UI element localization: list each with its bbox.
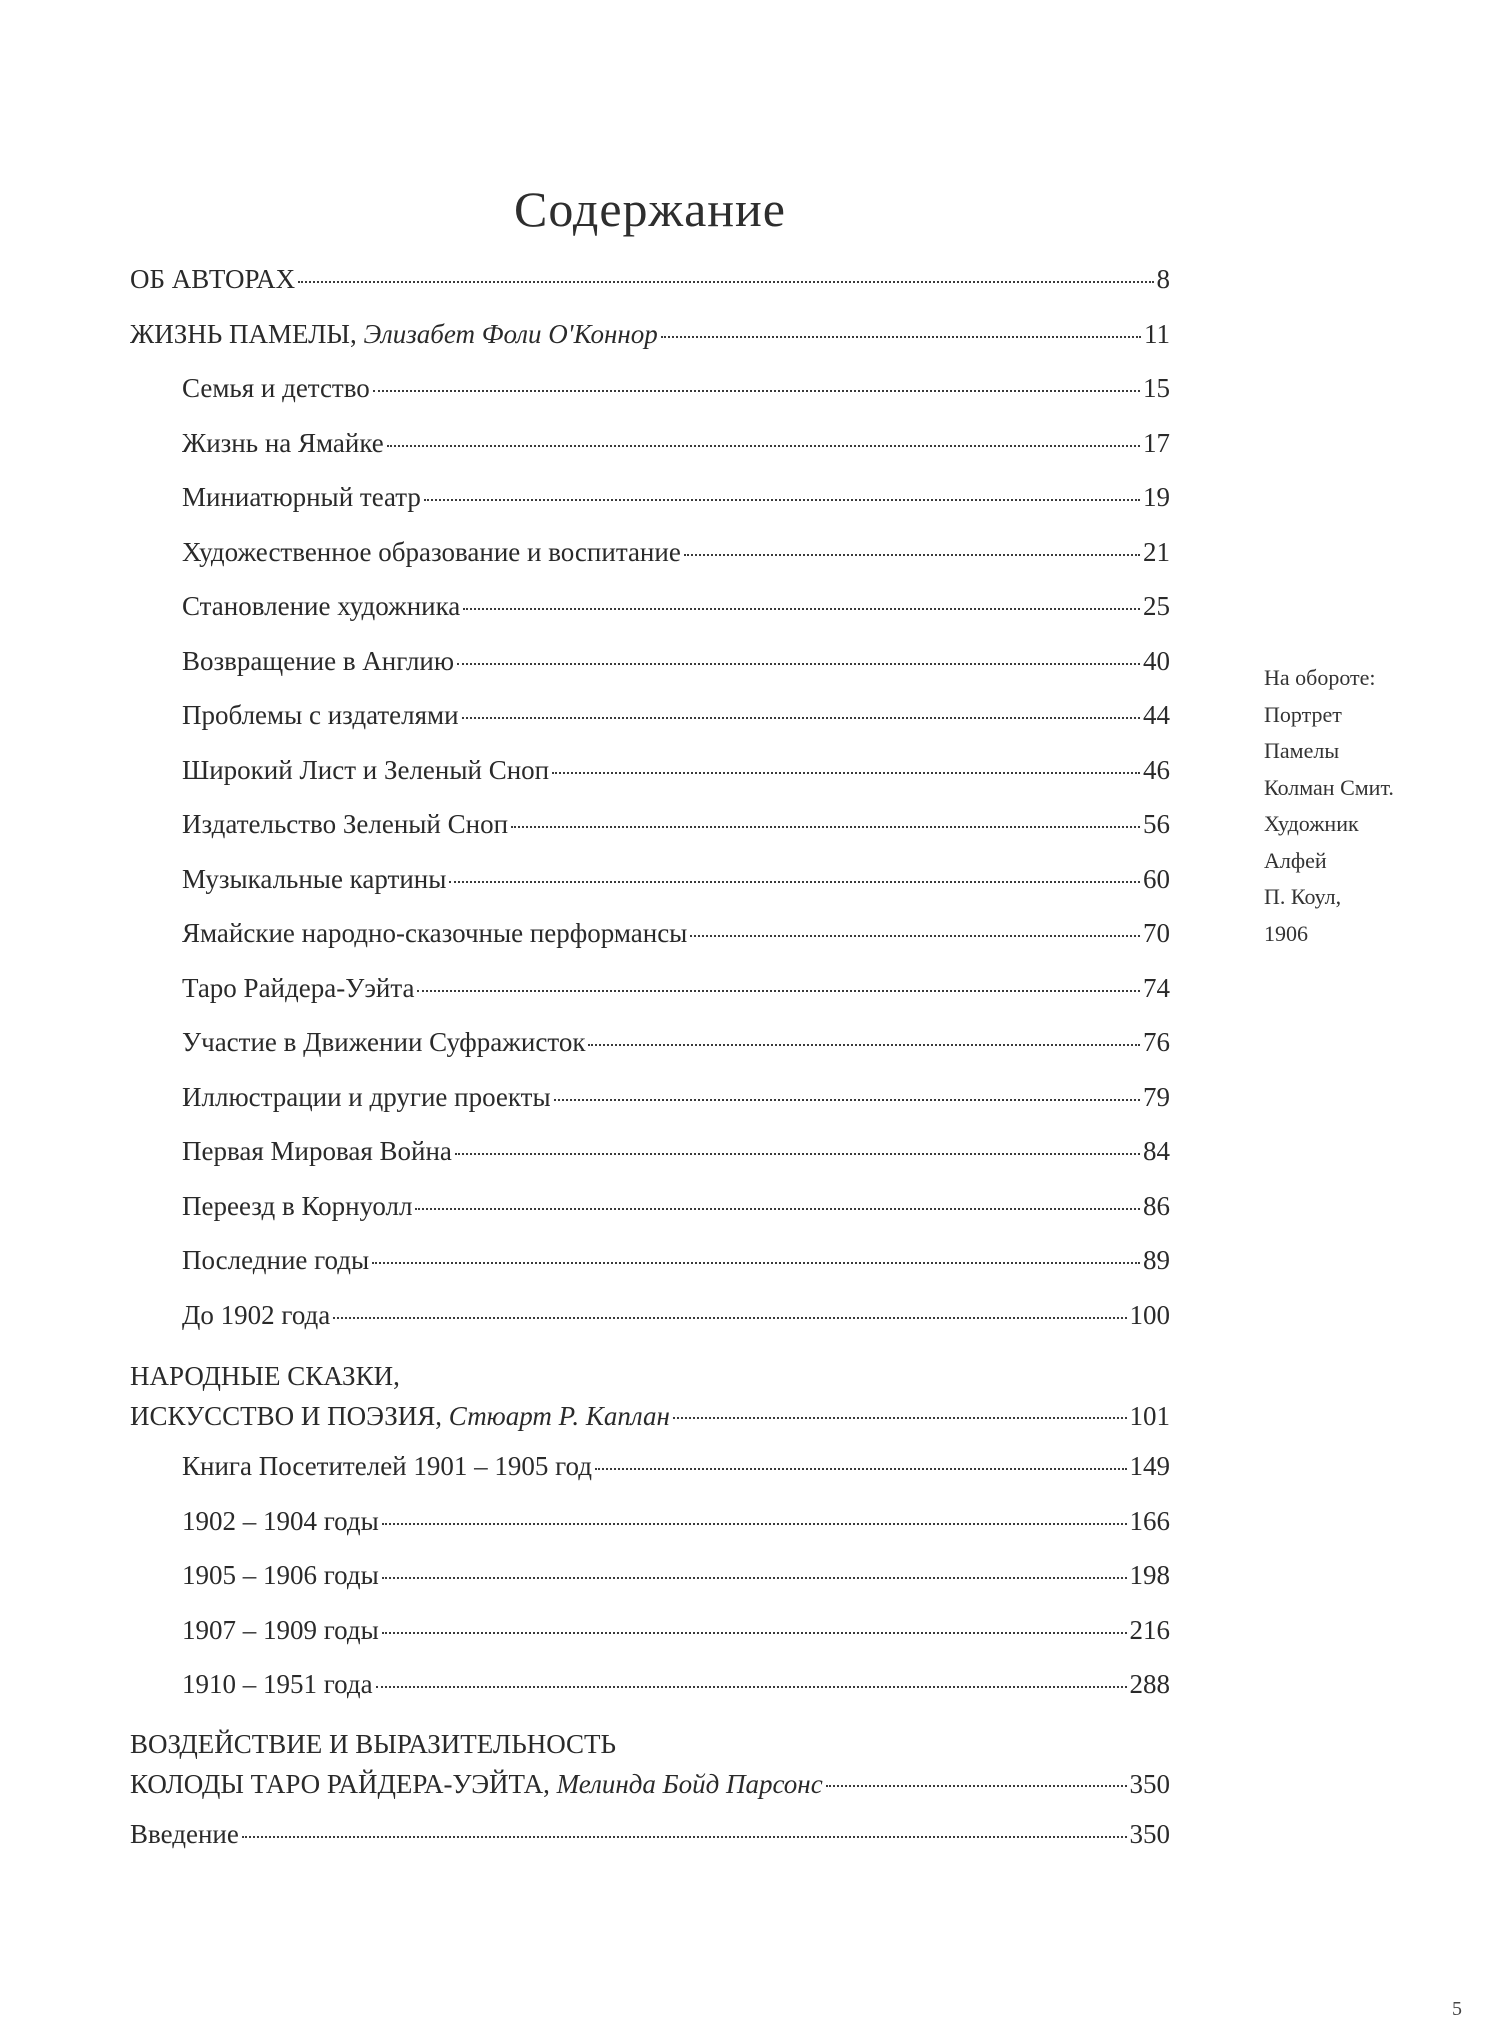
toc-subentry[interactable] (130, 1027, 1170, 1082)
toc-leader-dots (372, 1262, 1140, 1264)
toc-entry-label: Широкий Лист и Зеленый Сноп (182, 754, 550, 785)
caption-line: 1906 (1264, 920, 1308, 946)
toc-entry-label: Переезд в Корнуолл (182, 1190, 413, 1221)
toc-entry[interactable] (130, 1819, 1170, 1874)
toc-subentry[interactable] (130, 1560, 1170, 1615)
toc-subentry[interactable] (130, 973, 1170, 1028)
toc-leader-dots (424, 499, 1140, 501)
toc-leader-dots (462, 717, 1140, 719)
toc-entry-label: Первая Мировая Война (182, 1136, 452, 1166)
caption-line: Портрет (1264, 701, 1342, 727)
toc-leader-dots (511, 826, 1140, 828)
toc-subentry[interactable] (130, 1082, 1170, 1137)
toc-subentry[interactable] (130, 755, 1170, 810)
toc-leader-dots (690, 935, 1140, 937)
toc-page-number: 44 (1143, 700, 1170, 730)
toc-page-number: 25 (1143, 591, 1170, 621)
toc-section-entry[interactable] (130, 1724, 1170, 1819)
toc-subentry[interactable] (130, 918, 1170, 973)
toc-subentry[interactable] (130, 809, 1170, 864)
caption-line: Колман Смит. (1264, 774, 1394, 800)
toc-subentry[interactable] (130, 1669, 1170, 1724)
toc-leader-dots (242, 1836, 1127, 1838)
toc-leader-dots (415, 1208, 1140, 1210)
toc-subentry[interactable] (130, 591, 1170, 646)
toc-section-label-line1: ВОЗДЕЙСТВИЕ И ВЫРАЗИТЕЛЬНОСТЬ (130, 1728, 617, 1759)
page-title: Содержание (514, 181, 786, 237)
toc-section-label-line2: ИСКУССТВО И ПОЭЗИЯ, Стюарт Р. Каплан 101 (130, 1396, 1170, 1436)
toc-page-number: 149 (1129, 1451, 1170, 1481)
toc-subentry[interactable] (130, 1506, 1170, 1561)
toc-page-number: 21 (1143, 536, 1170, 567)
toc-entry-label: Семья и детство (182, 373, 370, 403)
toc-page-number: 17 (1143, 427, 1170, 458)
toc-leader-dots (595, 1468, 1127, 1470)
toc-leader-dots (554, 1099, 1140, 1101)
toc-leader-dots (333, 1317, 1126, 1319)
toc-page-number: 40 (1143, 645, 1170, 676)
toc-leader-dots (382, 1632, 1127, 1634)
toc-leader-dots (387, 445, 1140, 447)
toc-entry-label: Издательство Зеленый Сноп (182, 809, 509, 839)
toc-entry-label: Миниатюрный театр (182, 482, 421, 512)
toc-subentry[interactable] (130, 373, 1170, 428)
toc-page-number: 216 (1129, 1614, 1170, 1645)
toc-page-number: 76 (1143, 1027, 1170, 1057)
toc-leader-dots (298, 281, 1153, 283)
toc-page-number: 84 (1143, 1136, 1170, 1166)
toc-entry-label: 1910 – 1951 года (182, 1669, 373, 1699)
caption-line: Алфей (1264, 847, 1327, 873)
toc-leader-dots (376, 1686, 1127, 1688)
toc-subentry[interactable] (130, 482, 1170, 537)
toc-section-entry[interactable] (130, 1356, 1170, 1451)
toc-leader-dots (417, 990, 1140, 992)
toc-page-number: 89 (1143, 1245, 1170, 1275)
toc-subentry[interactable] (130, 1451, 1170, 1506)
toc-page-number: 198 (1129, 1560, 1170, 1590)
toc-leader-dots (373, 390, 1140, 392)
toc-entry-label: Музыкальные картины (182, 863, 447, 894)
toc-page-number: 350 (1129, 1768, 1170, 1799)
toc-entry-label: Проблемы с издателями (182, 700, 459, 730)
caption-line: На обороте: (1264, 665, 1376, 690)
caption-line: Художник (1264, 811, 1359, 836)
toc-page-number: 11 (1144, 318, 1170, 349)
toc-entry-label: ОБ АВТОРАХ (130, 264, 296, 294)
toc-page-number: 46 (1143, 754, 1170, 785)
page-number: 5 (1452, 1998, 1462, 2020)
toc-subentry[interactable] (130, 1300, 1170, 1355)
toc-page-number: 79 (1143, 1081, 1170, 1112)
toc-subentry[interactable] (130, 1191, 1170, 1246)
toc-leader-dots (684, 554, 1140, 556)
toc-entry-label: Ямайские народно-сказочные перформансы (182, 918, 688, 948)
toc-page-number: 101 (1129, 1401, 1170, 1431)
toc-entry-label: До 1902 года (182, 1299, 331, 1330)
toc-leader-dots (455, 1153, 1140, 1155)
toc-section-label-line1: НАРОДНЫЕ СКАЗКИ, (130, 1361, 400, 1391)
toc-leader-dots (382, 1523, 1127, 1525)
toc-entry-label: Художественное образование и воспитание (182, 536, 681, 567)
toc-leader-dots (673, 1417, 1127, 1419)
toc-entry-label: ЖИЗНЬ ПАМЕЛЫ, Элизабет Фоли О'Коннор (130, 318, 658, 349)
toc-page-number: 19 (1143, 482, 1170, 512)
toc-entry-label: Возвращение в Англию (182, 645, 455, 676)
toc-page-number: 15 (1143, 373, 1170, 403)
toc-subentry[interactable] (130, 864, 1170, 919)
toc-entry-label: Участие в Движении Суфражисток (182, 1027, 586, 1057)
toc-page-number: 74 (1143, 972, 1170, 1003)
toc-entry-label: Введение (130, 1818, 239, 1849)
toc-subentry[interactable] (130, 700, 1170, 755)
table-of-contents (130, 264, 1170, 1873)
toc-entry-label: 1905 – 1906 годы (182, 1560, 379, 1590)
toc-leader-dots (382, 1577, 1127, 1579)
toc-leader-dots (826, 1785, 1127, 1787)
toc-entry-label: Иллюстрации и другие проекты (182, 1081, 551, 1112)
toc-subentry[interactable] (130, 1245, 1170, 1300)
toc-page-number: 288 (1129, 1669, 1170, 1699)
toc-subentry[interactable] (130, 537, 1170, 592)
toc-entry-label: Последние годы (182, 1245, 370, 1275)
toc-page-number: 86 (1143, 1190, 1170, 1221)
toc-subentry[interactable] (130, 1136, 1170, 1191)
toc-page-number: 56 (1143, 809, 1170, 839)
toc-entry-author: Элизабет Фоли О'Коннор (363, 318, 658, 349)
toc-subentry[interactable] (130, 646, 1170, 701)
toc-entry-label: Жизнь на Ямайке (182, 427, 384, 458)
toc-section-label-line2: КОЛОДЫ ТАРО РАЙДЕРА-УЭЙТА, Мелинда Бойд Парсонс 350 (130, 1764, 1170, 1804)
frontispiece-caption (1264, 660, 1394, 952)
toc-page-number: 100 (1129, 1299, 1170, 1330)
toc-entry[interactable] (130, 264, 1170, 319)
toc-entry-label: Таро Райдера-Уэйта (182, 972, 415, 1003)
toc-page-number: 166 (1129, 1505, 1170, 1536)
toc-entry-label: 1902 – 1904 годы (182, 1505, 379, 1536)
toc-entry-label: Становление художника (182, 591, 461, 621)
toc-page-number: 60 (1143, 863, 1170, 894)
toc-leader-dots (552, 772, 1140, 774)
toc-leader-dots (463, 608, 1140, 610)
toc-subentry[interactable] (130, 428, 1170, 483)
toc-leader-dots (449, 881, 1140, 883)
toc-leader-dots (457, 663, 1140, 665)
toc-subentry[interactable] (130, 1615, 1170, 1670)
toc-entry[interactable] (130, 319, 1170, 374)
toc-entry-label: 1907 – 1909 годы (182, 1614, 379, 1645)
toc-leader-dots (588, 1044, 1140, 1046)
toc-page-number: 350 (1129, 1818, 1170, 1849)
caption-line: Памелы (1264, 738, 1340, 763)
toc-page-number: 70 (1143, 918, 1170, 948)
toc-entry-author: Мелинда Бойд Парсонс (556, 1768, 823, 1799)
toc-entry-author: Стюарт Р. Каплан (448, 1401, 670, 1431)
toc-page-number: 8 (1156, 264, 1170, 294)
toc-leader-dots (661, 336, 1141, 338)
caption-line: П. Коул, (1264, 884, 1342, 909)
toc-entry-label: Книга Посетителей 1901 – 1905 год (182, 1451, 592, 1481)
